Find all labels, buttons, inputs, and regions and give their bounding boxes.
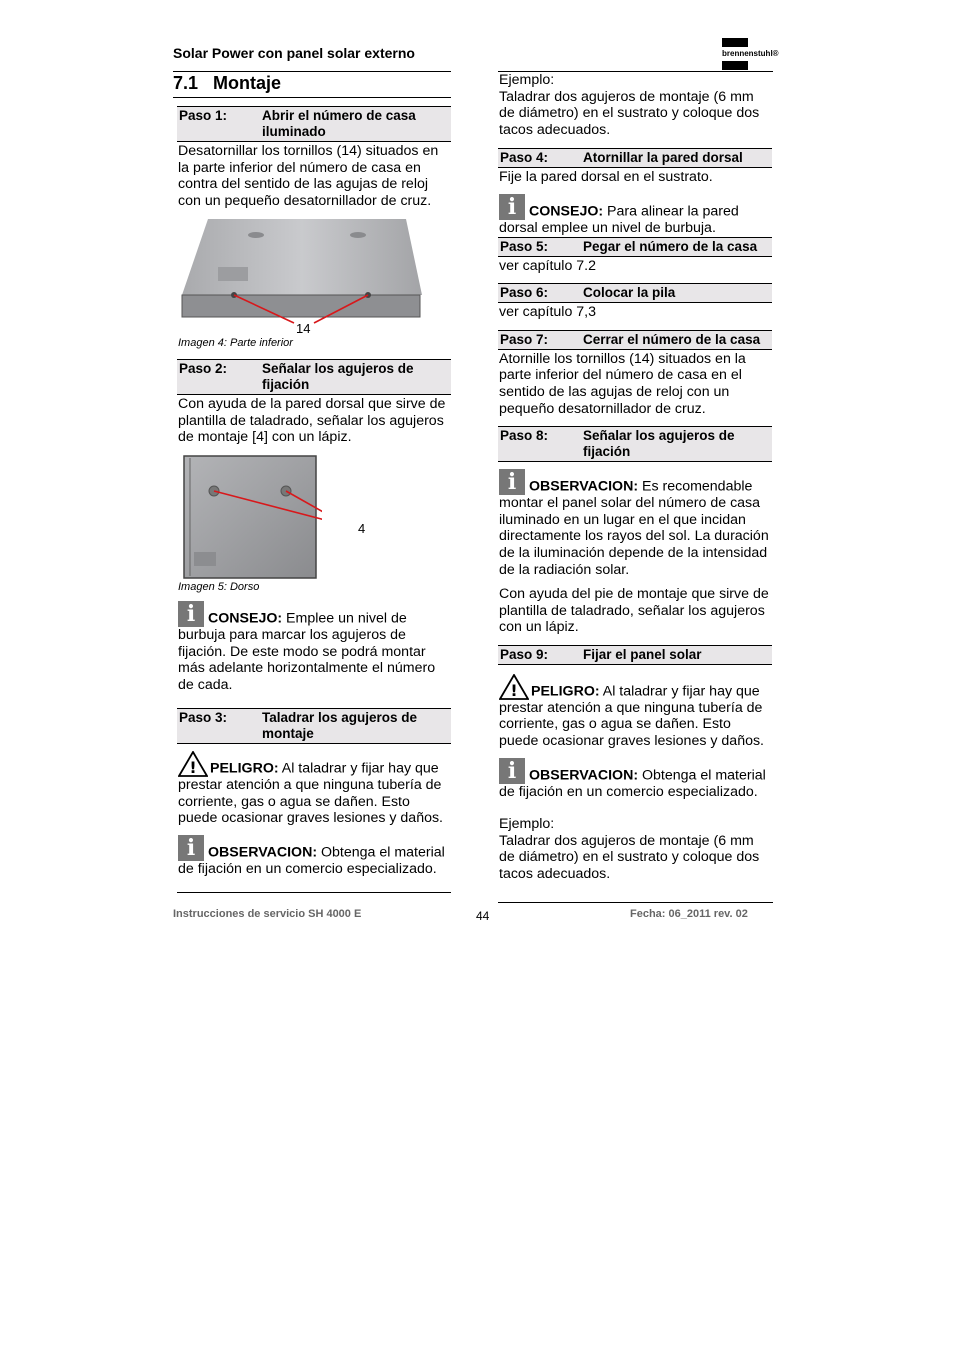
step-4-text: Fije la pared dorsal en el sustrato. — [499, 169, 713, 186]
step-number: Paso 4: — [500, 150, 549, 166]
product-label — [194, 552, 216, 566]
right-column — [498, 72, 772, 883]
product-label — [218, 267, 248, 281]
section-rule — [173, 97, 451, 98]
section-title — [173, 73, 281, 94]
step-1-header — [177, 106, 451, 142]
step-title: Abrir el número de casa iluminado — [262, 108, 416, 139]
note-text: Obtenga el material de fijación en un comercio especializado. — [178, 844, 445, 877]
note-observacion-1 — [177, 835, 451, 878]
tip-consejo-2 — [498, 194, 772, 237]
header-rule-left — [173, 71, 451, 72]
step-5-text: ver capítulo 7.2 — [499, 257, 597, 274]
step-number: Paso 8: — [500, 428, 549, 444]
example-2 — [498, 816, 772, 882]
step-8-header — [498, 426, 772, 462]
mount-hole — [248, 232, 264, 238]
document-header-title: Solar Power con panel solar externo — [173, 45, 415, 61]
callout-14: 14 — [296, 321, 311, 336]
logo-bar-bottom — [722, 61, 748, 70]
step-title: Fijar el panel solar — [583, 646, 702, 662]
image-back-view — [182, 454, 322, 580]
logo-bar-top — [722, 38, 748, 47]
tip-text: Emplee un nivel de burbuja para marcar los agujeros de fijación. De este modo se podrá montar más adelante horizontalmente el número de cada. — [178, 610, 436, 693]
note-text: Es recomendable montar el panel solar del número de casa iluminado en un lugar en el que incidan directamente los rayos del sol. La duración de la iluminación depende de la intensidad de la radiación solar. — [499, 478, 769, 578]
step-title: Atornillar la pared dorsal — [583, 150, 743, 166]
step-9-header — [498, 645, 772, 665]
info-icon: i — [499, 469, 525, 495]
section-number: 7.1 — [173, 73, 199, 93]
tip-label: CONSEJO: — [208, 610, 283, 627]
step-number: Paso 3: — [179, 710, 228, 725]
step-title: Taladrar los agujeros de montaje — [262, 710, 418, 741]
note-label: OBSERVACION: — [529, 478, 639, 495]
left-column-step2 — [177, 359, 451, 446]
step-1-text: Desatornillar los tornillos (14) situados en la parte inferior del número de casa en contra del sentido de las agujas de reloj con un pequeño desatornillador de cruz. — [178, 143, 439, 209]
note-label: OBSERVACION: — [529, 767, 639, 784]
step-title: Señalar los agujeros de fijación — [583, 428, 735, 460]
step-number: Paso 5: — [500, 238, 549, 254]
step-5-header — [498, 237, 772, 257]
step-number: Paso 6: — [500, 285, 549, 301]
note-observacion-2 — [498, 469, 772, 578]
left-footer-rule — [177, 892, 451, 893]
example-label: Ejemplo: — [499, 816, 555, 833]
step-2-header — [177, 359, 451, 395]
step-8-text: Con ayuda del pie de montaje que sirve de plantilla de taladrado, señalar los agujeros con un lápiz. — [499, 586, 769, 636]
right-footer-rule — [498, 902, 773, 903]
svg-text:!: ! — [189, 758, 197, 777]
step-4-header — [498, 148, 772, 168]
example-text: Taladrar dos agujeros de montaje (6 mm de diámetro) en el sustrato y coloque dos tacos adecuados. — [499, 832, 760, 883]
footer-date: Fecha: 06_2011 rev. 02 — [630, 908, 748, 920]
step-number: Paso 9: — [500, 646, 549, 662]
note-observacion-3 — [498, 758, 772, 801]
danger-label: PELIGRO: — [531, 683, 600, 700]
step-7-text: Atornille los tornillos (14) situados en la parte inferior del número de casa en el sentido de las agujas de reloj con un pequeño desatornillador de cruz. — [499, 350, 746, 417]
example-1 — [498, 72, 772, 138]
housing-front-edge — [182, 295, 420, 317]
info-icon: i — [178, 601, 204, 627]
tip-label: CONSEJO: — [529, 203, 604, 220]
warning-icon — [178, 751, 208, 777]
section-name: Montaje — [213, 73, 282, 93]
step-title: Colocar la pila — [583, 285, 676, 301]
step-2-text: Con ayuda de la pared dorsal que sirve de plantilla de taladrado, señalar los agujeros de montaje [4] con un lápiz. — [178, 396, 446, 446]
housing-top-surface — [182, 219, 422, 295]
footer-document-name: Instrucciones de servicio SH 4000 E — [173, 908, 362, 920]
tip-text: Para alinear la pared dorsal emplee un nivel de burbuja. — [499, 203, 739, 236]
svg-text:!: ! — [510, 680, 518, 700]
left-column-tip — [177, 601, 451, 693]
danger-peligro-1 — [177, 751, 451, 827]
page-number: 44 — [476, 909, 490, 923]
danger-text: Al taladrar y fijar hay que prestar atención a que ninguna tubería de corriente, gas o agua se dañen. Esto puede ocasionar graves lesiones y daños. — [499, 683, 765, 750]
brand-name: brennenstuhl® — [722, 49, 779, 58]
step-number: Paso 2: — [179, 361, 228, 376]
info-icon: i — [499, 194, 525, 220]
image-5-caption: Imagen 5: Dorso — [178, 581, 260, 593]
example-text: Taladrar dos agujeros de montaje (6 mm de diámetro) en el sustrato y coloque dos tacos adecuados. — [499, 88, 760, 138]
callout-4: 4 — [358, 521, 366, 536]
note-label: OBSERVACION: — [208, 844, 318, 861]
step-title: Cerrar el número de la casa — [583, 331, 761, 347]
brand-logo — [722, 38, 779, 70]
danger-text: Al taladrar y fijar hay que prestar atención a que ninguna tubería de corriente, gas o agua se dañen. Esto puede ocasionar graves lesiones y daños. — [178, 760, 444, 827]
mount-hole — [350, 232, 366, 238]
step-title: Pegar el número de la casa — [583, 238, 758, 254]
step-3-header — [177, 708, 451, 744]
example-label: Ejemplo: — [499, 72, 555, 88]
danger-peligro-2 — [498, 674, 772, 750]
danger-label: PELIGRO: — [210, 760, 279, 777]
tip-consejo-1 — [177, 601, 451, 693]
note-text: Obtenga el material de fijación en un comercio especializado. — [499, 767, 766, 800]
image-4-caption: Imagen 4: Parte inferior — [178, 337, 293, 349]
step-number: Paso 1: — [179, 108, 228, 123]
step-7-header — [498, 330, 772, 350]
left-column-step3 — [177, 708, 451, 877]
warning-icon — [499, 674, 529, 700]
info-icon: i — [178, 835, 204, 861]
step-title: Señalar los agujeros de fijación — [262, 361, 414, 392]
left-column — [177, 106, 451, 209]
step-6-text: ver capítulo 7,3 — [499, 304, 597, 321]
info-icon: i — [499, 758, 525, 784]
step-6-header — [498, 283, 772, 303]
step-number: Paso 7: — [500, 331, 549, 347]
